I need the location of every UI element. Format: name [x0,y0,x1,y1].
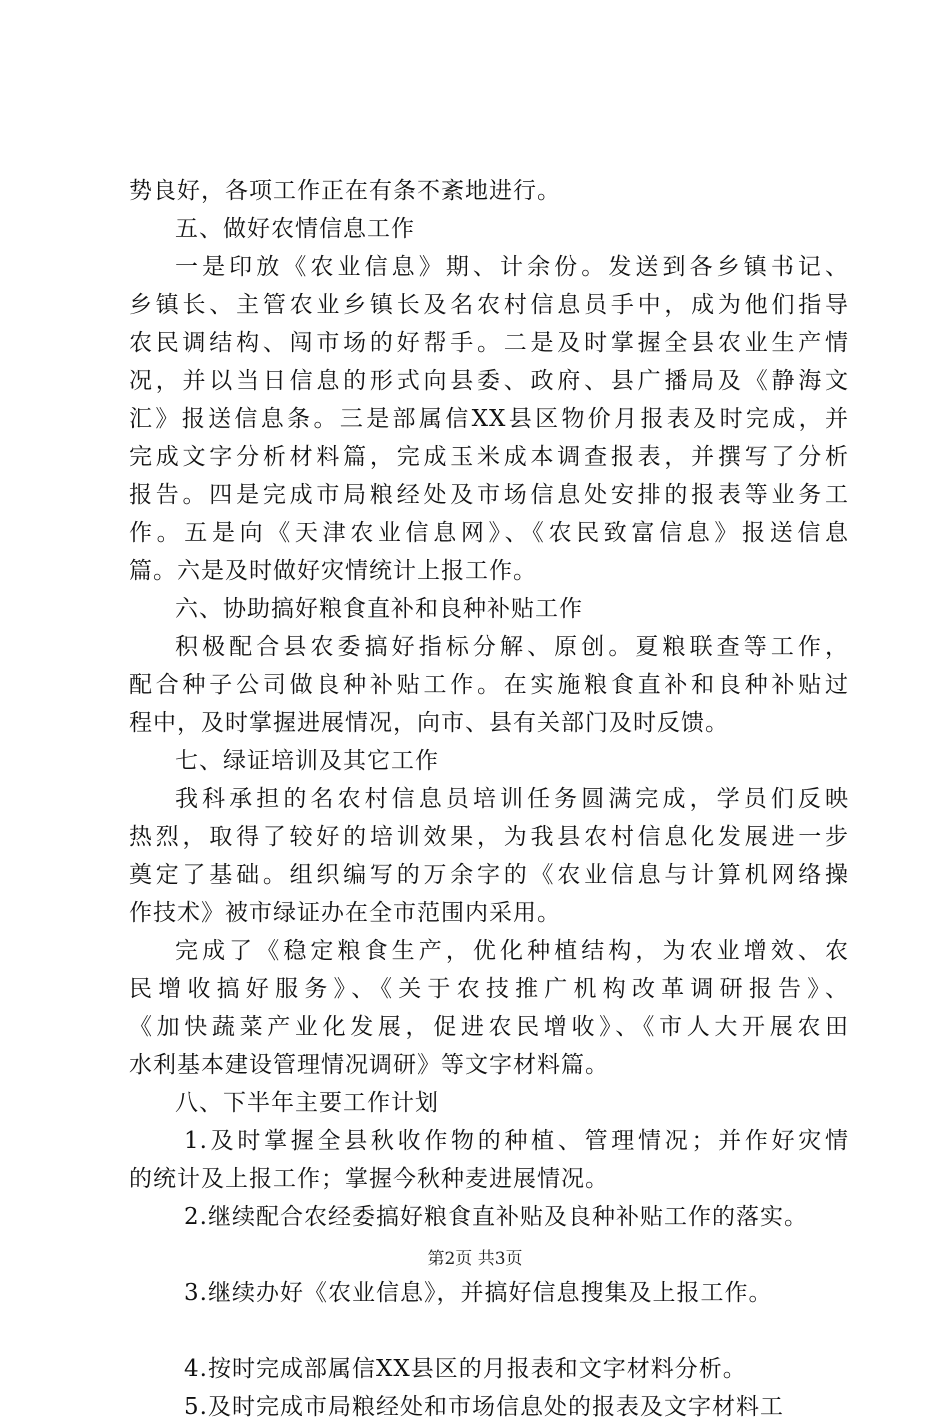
paragraph-line: 势良好，各项工作正在有条不紊地进行。 [129,178,561,204]
paragraph-line: 完成了《稳定粮食生产，优化种植结构，为农业增效、农 [175,938,849,964]
plan-item-line: 5.及时完成市局粮经处和市场信息处的报表及文字材料工 [184,1394,784,1420]
section-heading: 八、下半年主要工作计划 [175,1090,439,1116]
paragraph-line: 乡镇长、主管农业乡镇长及名农村信息员手中，成为他们指导 [129,292,849,318]
paragraph-line: 积极配合县农委搞好指标分解、原创。夏粮联查等工作， [175,634,849,660]
plan-item-line: 的统计及上报工作；掌握今秋种麦进展情况。 [129,1166,609,1192]
paragraph-line: 作技术》被市绿证办在全市范围内采用。 [129,900,561,926]
section-heading: 五、做好农情信息工作 [175,216,415,242]
section-heading: 六、协助搞好粮食直补和良种补贴工作 [175,596,583,622]
paragraph-line: 篇。六是及时做好灾情统计上报工作。 [129,558,537,584]
paragraph-line: 完成文字分析材料篇，完成玉米成本调查报表，并撰写了分析 [129,444,849,470]
paragraph-line: 配合种子公司做良种补贴工作。在实施粮食直补和良种补贴过 [129,672,849,698]
blank-line [129,1312,849,1350]
page-number-footer: 第2页 共3页 [427,1249,523,1269]
paragraph-line: 民增收搞好服务》、《关于农技推广机构改革调研报告》、 [129,976,849,1002]
paragraph-line: 汇》报送信息条。三是部属信XX县区物价月报表及时完成，并 [129,406,849,432]
paragraph-line: 水利基本建设管理情况调研》等文字材料篇。 [129,1052,609,1078]
plan-item-line: 1.及时掌握全县秋收作物的种植、管理情况；并作好灾情 [184,1128,849,1154]
paragraph-line: 况，并以当日信息的形式向县委、政府、县广播局及《静海文 [129,368,849,394]
plan-item-line: 2.继续配合农经委搞好粮食直补贴及良种补贴工作的落实。 [184,1204,808,1230]
paragraph-line: 报告。四是完成市局粮经处及市场信息处安排的报表等业务工 [129,482,849,508]
paragraph-line: 程中，及时掌握进展情况，向市、县有关部门及时反馈。 [129,710,729,736]
plan-item-line: 3.继续办好《农业信息》，并搞好信息搜集及上报工作。 [184,1280,773,1306]
paragraph-line: 作。五是向《天津农业信息网》、《农民致富信息》报送信息 [129,520,849,546]
paragraph-line: 一是印放《农业信息》期、计余份。发送到各乡镇书记、 [175,254,849,280]
plan-item-line: 4.按时完成部属信XX县区的月报表和文字材料分析。 [184,1356,747,1382]
paragraph-line: 农民调结构、闯市场的好帮手。二是及时掌握全县农业生产情 [129,330,849,356]
paragraph-line: 我科承担的名农村信息员培训任务圆满完成，学员们反映 [175,786,849,812]
paragraph-line: 奠定了基础。组织编写的万余字的《农业信息与计算机网络操 [129,862,849,888]
document-body [129,172,849,1426]
paragraph-line: 《加快蔬菜产业化发展，促进农民增收》、《市人大开展农田 [129,1014,849,1040]
paragraph-line: 热烈，取得了较好的培训效果，为我县农村信息化发展进一步 [129,824,849,850]
section-heading: 七、绿证培训及其它工作 [175,748,439,774]
